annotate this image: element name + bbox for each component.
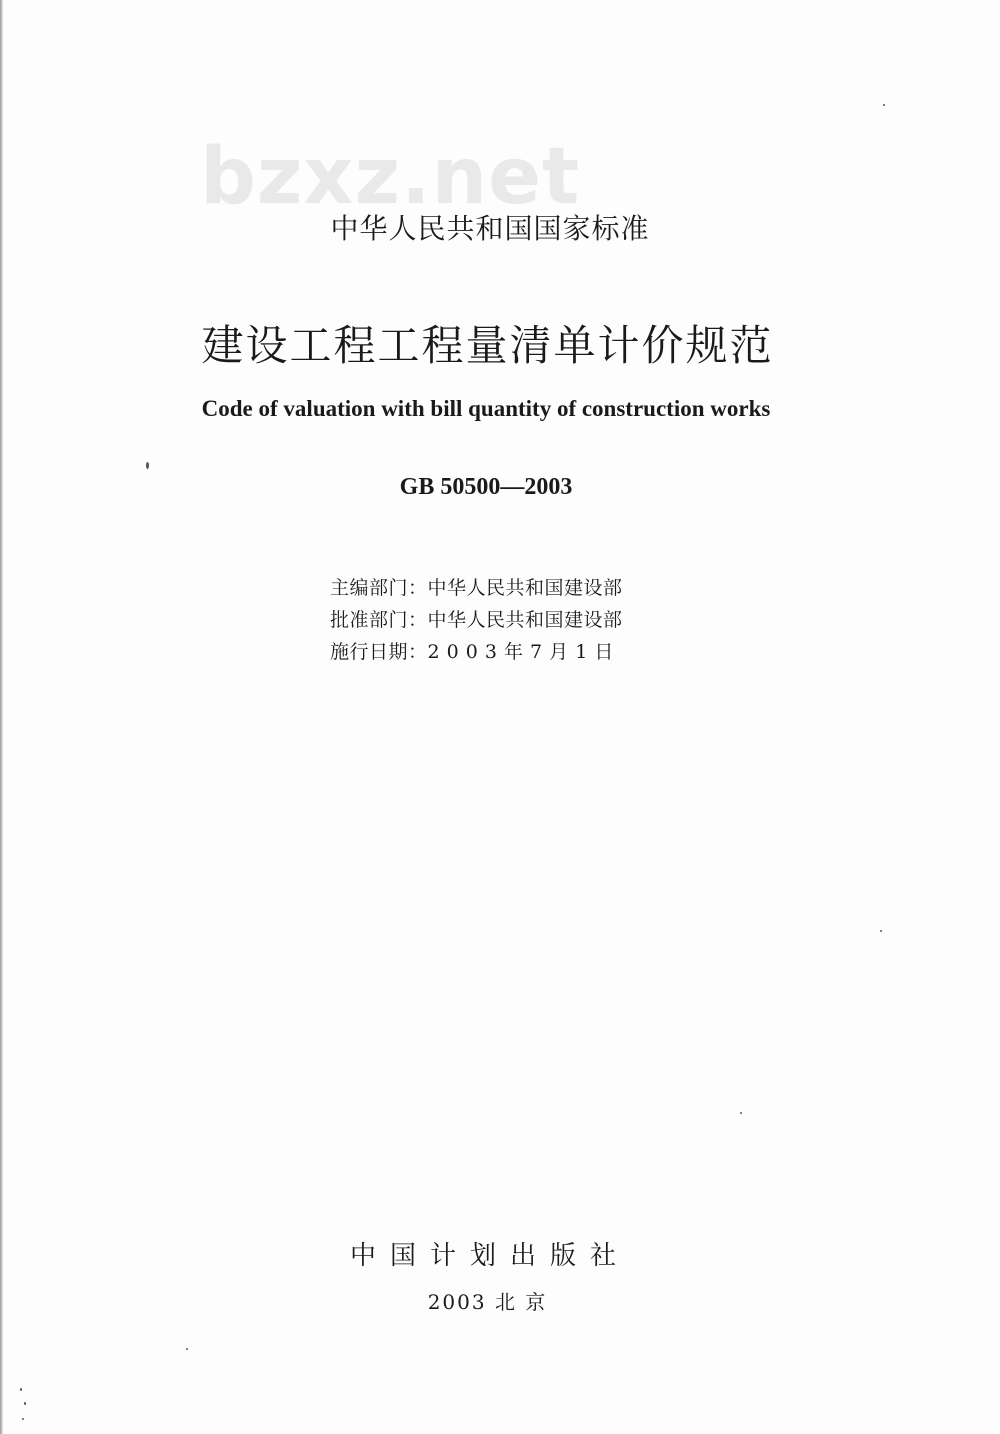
watermark: bzxz.net: [200, 132, 581, 222]
editor-department: 主编部门：中华人民共和国建设部: [330, 577, 623, 599]
publication-place: 2003 北 京: [427, 1290, 548, 1314]
approver-department: 批准部门：中华人民共和国建设部: [330, 609, 623, 631]
standard-code: GB 50500—2003: [399, 474, 573, 500]
scan-speck: [186, 1348, 188, 1350]
scan-speck: [22, 1418, 24, 1420]
scan-speck: [146, 462, 149, 469]
effective-date: 施行日期：2 0 0 3 年 7 月 1 日: [330, 641, 614, 663]
national-standard-heading: 中华人民共和国国家标准: [330, 212, 650, 245]
scan-speck: [883, 104, 885, 106]
publisher-name: 中国计划出版社: [349, 1241, 630, 1271]
scan-speck: [20, 1388, 22, 1391]
scan-speck: [740, 1112, 742, 1114]
chinese-title: 建设工程工程量清单计价规范: [201, 321, 774, 370]
scan-speck: [880, 930, 882, 932]
english-title: Code of valuation with bill quantity of construction works: [201, 396, 771, 421]
scan-speck: [24, 1402, 26, 1405]
